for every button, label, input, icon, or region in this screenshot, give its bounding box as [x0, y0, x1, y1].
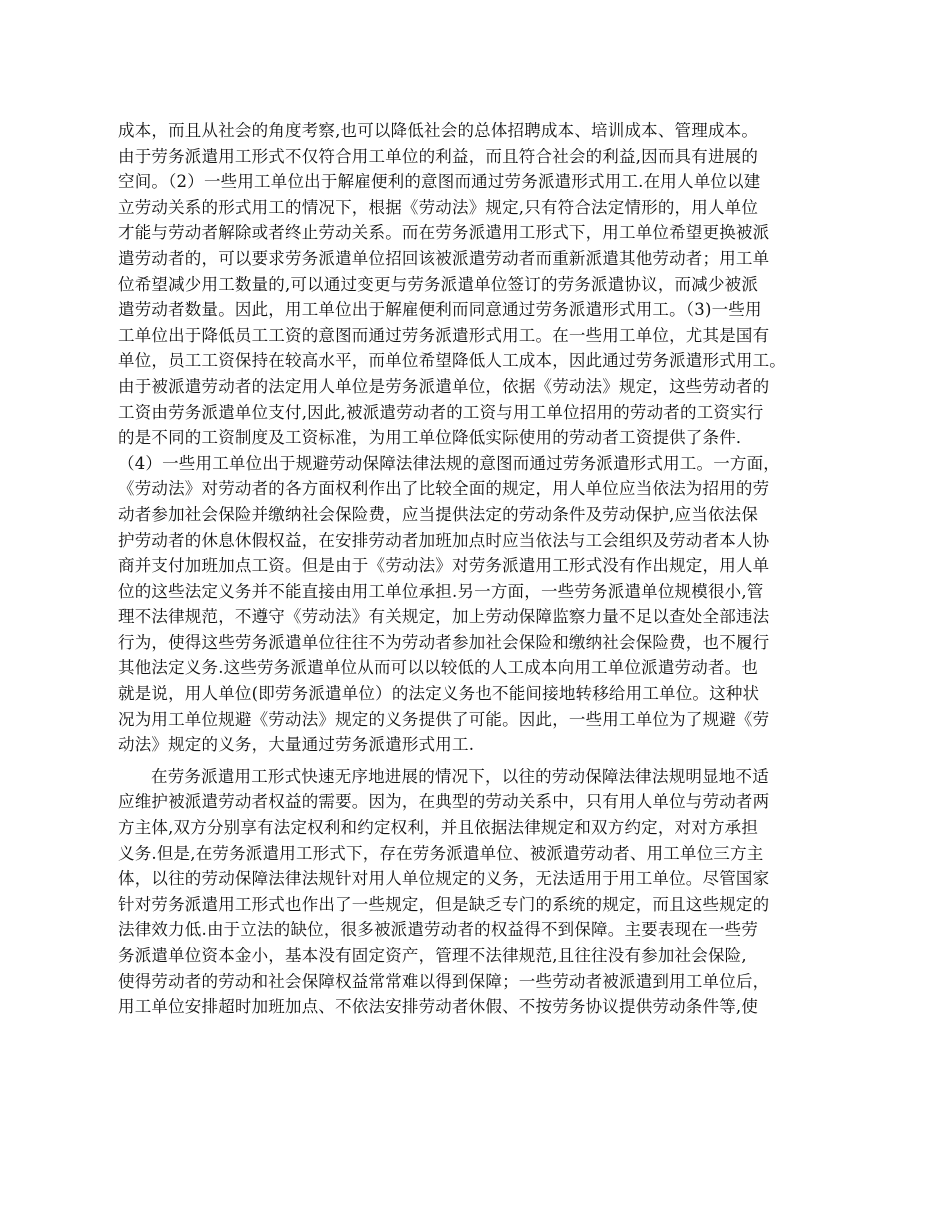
text-line: 方主体,双方分别享有法定权利和约定权利，并且依据法律规定和双方约定，对对方承担 [118, 818, 759, 838]
text-line: 义务.但是,在劳务派遣用工形式下，存在劳务派遣单位、被派遣劳动者、用工单位三方主 [118, 843, 764, 863]
text-line: 动法》规定的义务，大量通过劳务派遣形式用工. [118, 735, 475, 755]
text-line: 理不法律规范，不遵守《劳动法》有关规定，加上劳动保障监察力量不足以查处全部违法 [118, 607, 770, 627]
text-line: 就是说，用人单位(即劳务派遣单位）的法定义务也不能间接地转移给用工单位。这种状 [118, 684, 760, 704]
text-line: 空间。（2）一些用工单位出于解雇便利的意图而通过劳务派遣形式用工.在用人单位以建 [118, 172, 761, 192]
text-line: 行为，使得这些劳务派遣单位往往不为劳动者参加社会保险和缴纳社会保险费，也不履行 [118, 632, 770, 652]
text-line: 遣劳动者数量。因此，用工单位出于解雇便利而同意通过劳务派遣形式用工。（3)一些用 [118, 300, 762, 320]
text-line: （4）一些用工单位出于规避劳动保障法律法规的意图而通过劳务派遣形式用工。一方面， [118, 453, 780, 473]
text-line: 商并支付加班加点工资。但是由于《劳动法》对劳务派遣用工形式没有作出规定，用人单 [118, 556, 770, 576]
text-line: 的是不同的工资制度及工资标准，为用工单位降低实际使用的劳动者工资提供了条件． [118, 428, 753, 448]
text-line: 应维护被派遣劳动者权益的需要。因为，在典型的劳动关系中，只有用人单位与劳动者两 [118, 792, 770, 812]
text-line: 护劳动者的休息休假权益，在安排劳动者加班加点时应当依法与工会组织及劳动者本人协 [118, 530, 770, 550]
text-line: 针对劳务派遣用工形式也作出了一些规定，但是缺乏专门的系统的规定，而且这些规定的 [118, 894, 770, 914]
text-line: 工资由劳务派遣单位支付,因此,被派遣劳动者的工资与用工单位招用的劳动者的工资实行 [118, 402, 764, 422]
text-line: 遣劳动者的，可以要求劳务派遣单位招回该被派遣劳动者而重新派遣其他劳动者；用工单 [118, 248, 770, 268]
text-line-first: 在劳务派遣用工形式快速无序地进展的情况下，以往的劳动保障法律法规明显地不适 [151, 766, 769, 786]
text-line: 成本，而且从社会的角度考察,也可以降低社会的总体招聘成本、培训成本、管理成本。 [118, 121, 759, 140]
text-line: 立劳动关系的形式用工的情况下，根据《劳动法》规定,只有符合法定情形的，用人单位 [118, 197, 759, 217]
text-line: 用工单位安排超时加班加点、不依法安排劳动者休假、不按劳务协议提供劳动条件等,使 [118, 997, 759, 1017]
text-line: 由于被派遣劳动者的法定用人单位是劳务派遣单位，依据《劳动法》规定，这些劳动者的 [118, 376, 770, 396]
text-line: 位的这些法定义务并不能直接由用工单位承担.另一方面，一些劳务派遣单位规模很小,管 [118, 581, 764, 601]
text-line: 其他法定义务.这些劳务派遣单位从而可以以较低的人工成本向用工单位派遣劳动者。也 [118, 658, 759, 678]
text-line: 位希望减少用工数量的,可以通过变更与劳务派遣单位签订的劳务派遣协议，而减少被派 [118, 274, 759, 294]
text-line: 单位，员工工资保持在较高水平，而单位希望降低人工成本，因此通过劳务派遣形式用工。 [118, 351, 786, 371]
paragraph-1 [118, 118, 846, 758]
document-page [118, 118, 846, 1020]
text-line: 才能与劳动者解除或者终止劳动关系。而在劳务派遣用工形式下，用工单位希望更换被派 [118, 223, 770, 243]
text-line: 使得劳动者的劳动和社会保障权益常常难以得到保障；一些劳动者被派遣到用工单位后， [118, 971, 770, 991]
text-line: 动者参加社会保险并缴纳社会保险费，应当提供法定的劳动条件及劳动保护,应当依法保 [118, 504, 759, 524]
paragraph-2 [118, 764, 846, 1020]
text-line: 工单位出于降低员工工资的意图而通过劳务派遣形式用工。在一些用工单位，尤其是国有 [118, 325, 770, 345]
text-line: 法律效力低.由于立法的缺位，很多被派遣劳动者的权益得不到保障。主要表现在一些劳 [118, 920, 759, 940]
text-line: 由于劳务派遣用工形式不仅符合用工单位的利益，而且符合社会的利益,因而具有进展的 [118, 146, 759, 166]
text-line: 况为用工单位规避《劳动法》规定的义务提供了可能。因此，一些用工单位为了规避《劳 [118, 709, 770, 729]
text-line: 《劳动法》对劳动者的各方面权利作出了比较全面的规定，用人单位应当依法为招用的劳 [118, 479, 770, 499]
text-line: 务派遣单位资本金小，基本没有固定资产，管理不法律规范,且往往没有参加社会保险, [118, 946, 747, 965]
text-line: 体，以往的劳动保障法律法规针对用人单位规定的义务，无法适用于用工单位。尽管国家 [118, 869, 770, 889]
